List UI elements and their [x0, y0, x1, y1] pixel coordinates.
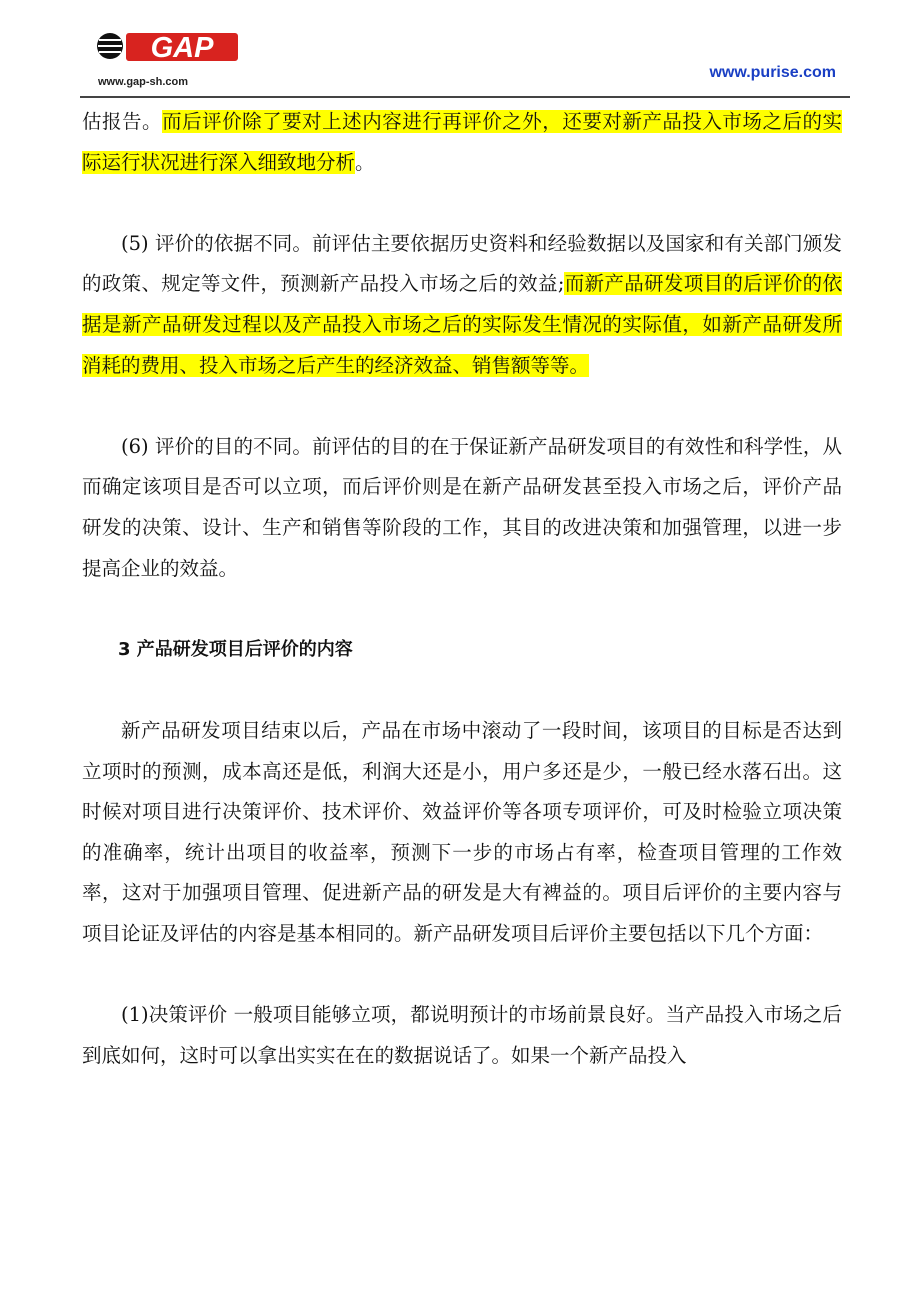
section-heading: 3 产品研发项目后评价的内容 — [118, 638, 353, 660]
site-url-link[interactable]: www.purise.com — [709, 64, 836, 81]
document-body — [82, 102, 842, 1076]
paragraph-decision: (1)决策评价 一般项目能够立项，都说明预计的市场前景良好。当产品投入市场之后到底如何，这时可以拿出实实在在的数据说话了。如果一个新产品投入 — [82, 1003, 842, 1067]
paragraph-continuation — [82, 102, 842, 183]
paragraph-content: 新产品研发项目结束以后，产品在市场中滚动了一段时间，该项目的目标是否达到立项时的预测，成本高还是低，利润大还是小，用户多还是少，一般已经水落石出。这时候对项目进行决策评价、技术评价、效益评价等各项专项评价，可及时检验立项决策的准确率，统计出项目的收益率，预测下一步的市场占有率，检查项目管理的工作效率，这对于加强项目管理、促进新产品的研发是大有裨益的。项目后评价的主要内容与项目论证及评估的内容是基本相同的。新产品研发项目后评价主要包括以下几个方面： — [82, 718, 842, 945]
text-run: (5) 评价的依据不同。前评估主要依据历史资料和经验数据以及国家和有关部门颁发的政策、规定等文件，预测新产品投入市场之后的效益; — [82, 231, 842, 296]
logo-url[interactable]: www.gap-sh.com — [98, 76, 189, 88]
text-run: 。 — [355, 150, 375, 174]
highlighted-text: 而后评价除了要对上述内容进行再评价之外，还要对新产品投入市场之后的实际运行状况进行深入细致地分析 — [82, 110, 842, 174]
header-divider — [80, 96, 850, 98]
globe-icon — [97, 33, 123, 59]
text-run: 估报告。 — [82, 110, 163, 133]
highlighted-text: 而新产品研发项目的后评价的依据是新产品研发过程以及产品投入市场之后的实际发生情况的实际值，如新产品研发所消耗的费用、投入市场之后产生的经济效益、销售额等等。 — [82, 272, 842, 377]
logo-text: GAP — [150, 32, 214, 64]
page-header — [0, 0, 920, 100]
paragraph-basis — [82, 224, 842, 386]
paragraph-purpose: (6) 评价的目的不同。前评估的目的在于保证新产品研发项目的有效性和科学性，从而确定该项目是否可以立项，而后评价则是在新产品研发甚至投入市场之后，评价产品研发的决策、设计、生产和销售等阶段的工作，其目的改进决策和加强管理，以进一步提高企业的效益。 — [82, 434, 842, 580]
